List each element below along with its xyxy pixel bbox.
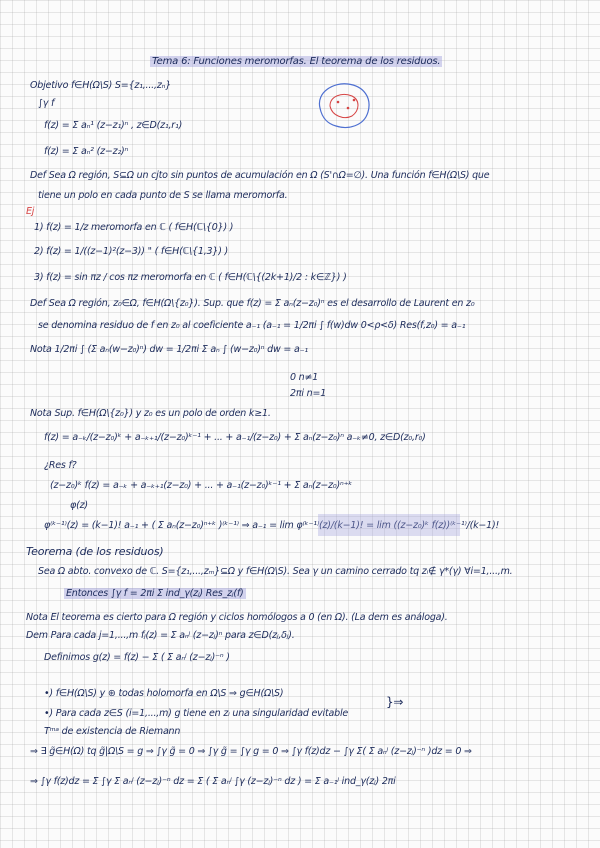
nota-case-1: 0 n≠1 [290,372,319,383]
def-residuo-2: se denomina residuo de f en z₀ al coeficiente a₋₁ (a₋₁ = 1/2πi ∫ f(w)dw 0<ρ<δ) Res(f,z₀) = a₋₁ [38,320,466,331]
example-2: 2) f(z) = 1/((z−1)²(z−3)) " ( f∈H(ℂ\{1,3}) ) [34,246,229,257]
phi-derivative-text: φ⁽ᵏ⁻¹⁾(z) = (k−1)! a₋₁ + ( Σ aₙ(z−z₀)ⁿ⁺ᵏ )⁽ᵏ⁻¹⁾ ⇒ a₋₁ = lim φ⁽ᵏ⁻¹⁾(z)/(k−1)! = lim ((z−z₀)ᵏ f(z))⁽ᵏ⁻¹⁾/(k−1)! [44,520,500,531]
dem-bullet-1: •) f∈H(Ω\S) y ⊛ todas holomorfa en Ω\S ⇒ g∈H(Ω\S) [44,688,284,699]
example-1: 1) f(z) = 1/z meromorfa en ℂ ( f∈H(ℂ\{0}) ) [34,222,234,233]
nota-polo: Nota Sup. f∈H(Ω\{z₀}) y z₀ es un polo de orden k≥1. [30,408,271,419]
def-meromorfa-2: tiene un polo en cada punto de S se llama meromorfa. [38,190,288,201]
line-laurent-1: f(z) = Σ aₙ¹ (z−z₁)ⁿ , z∈D(z₁,r₁) [44,120,183,131]
def-residuo-1: Def Sea Ω región, z₀∈Ω, f∈H(Ω\{z₀}). Sup. que f(z) = Σ aₙ(z−z₀)ⁿ es el desarrollo de Laurent en z₀ [30,298,475,309]
nota-integral: Nota 1/2πi ∫ (Σ aₙ(w−z₀)ⁿ) dw = 1/2πi Σ aₙ ∫ (w−z₀)ⁿ dw = a₋₁ [30,344,308,355]
example-3: 3) f(z) = sin πz / cos πz meromorfa en ℂ ( f∈H(ℂ\{(2k+1)/2 : k∈ℤ}) ) [34,272,347,283]
phi-label: φ(z) [70,500,88,511]
dem-chain-2: ⇒ ∫γ f(z)dz = Σ ∫γ Σ aₙʲ (z−zⱼ)⁻ⁿ dz = Σ ( Σ aₙʲ ∫γ (z−zⱼ)⁻ⁿ dz ) = Σ a₋₁ʲ ind_γ(zⱼ) 2πi [30,776,396,787]
dem-line-2: Definimos g(z) = f(z) − Σ ( Σ aₙʲ (z−zⱼ)⁻ⁿ ) [44,652,230,663]
line-objetivo: Objetivo f∈H(Ω\S) S={z₁,...,zₙ} [30,80,172,91]
dem-bullet-2: •) Para cada z∈S (i=1,...,m) g tiene en zᵢ una singularidad evitable [44,708,349,719]
line-integral: ∫γ f [38,98,55,109]
nota-case-2: 2πi n=1 [290,388,327,399]
formula-highlight [318,514,460,536]
region-sketch [312,78,376,134]
title-text: Tema 6: Funciones meromorfas. El teorema de los residuos. [152,56,441,67]
theorem-conclusion [64,588,246,600]
theorem-statement: Sea Ω abto. convexo de ℂ. S={z₁,...,zₘ}⊆Ω y f∈H(Ω\S). Sea γ un camino cerrado tq zᵢ∉ γ*(γ) ∀i=1,...,m. [38,566,513,577]
dem-chain-1: ⇒ ∃ g̃∈H(Ω) tq g̃|Ω\S = g ⇒ ∫γ g̃ = 0 ⇒ ∫γ g̃ = ∫γ g = 0 ⇒ ∫γ f(z)dz − ∫γ Σ( Σ aₙʲ (z−zⱼ)⁻ⁿ )dz = 0 ⇒ [30,746,472,757]
nota-teorema: Nota El teorema es cierto para Ω región y ciclos homólogos a 0 (en Ω). (La dem es análoga). [26,612,448,623]
line-laurent-2: f(z) = Σ aₙ² (z−z₂)ⁿ [44,146,129,157]
res-question: ¿Res f? [44,460,77,471]
theorem-title: Teorema (de los residuos) [26,545,164,558]
page-title [150,56,442,68]
examples-label: Ej [26,206,35,217]
dem-line-1: Dem Para cada j=1,...,m fⱼ(z) = Σ aₙʲ (z−zⱼ)ⁿ para z∈D(zⱼ,δⱼ). [26,630,295,641]
theorem-formula: Entonces ∫γ f = 2πi Σ ind_γ(zⱼ) Res_zⱼ(f) [66,588,244,599]
phi-expansion: (z−z₀)ᵏ f(z) = a₋ₖ + a₋ₖ₊₁(z−z₀) + ... + a₋₁(z−z₀)ᵏ⁻¹ + Σ aₙ(z−z₀)ⁿ⁺ᵏ [50,480,353,491]
brace-implies: }⇒ [386,695,404,709]
def-meromorfa-1: Def Sea Ω región, S⊆Ω un cjto sin puntos de acumulación en Ω (S'∩Ω=∅). Una función f∈H(Ω\S) que [30,170,490,181]
riemann-label: Tᵐᵃ de existencia de Riemann [44,726,181,737]
laurent-polo: f(z) = a₋ₖ/(z−z₀)ᵏ + a₋ₖ₊₁/(z−z₀)ᵏ⁻¹ + ... + a₋₁/(z−z₀) + Σ aₙ(z−z₀)ⁿ a₋ₖ≠0, z∈D(z₀,r₀) [44,432,426,443]
